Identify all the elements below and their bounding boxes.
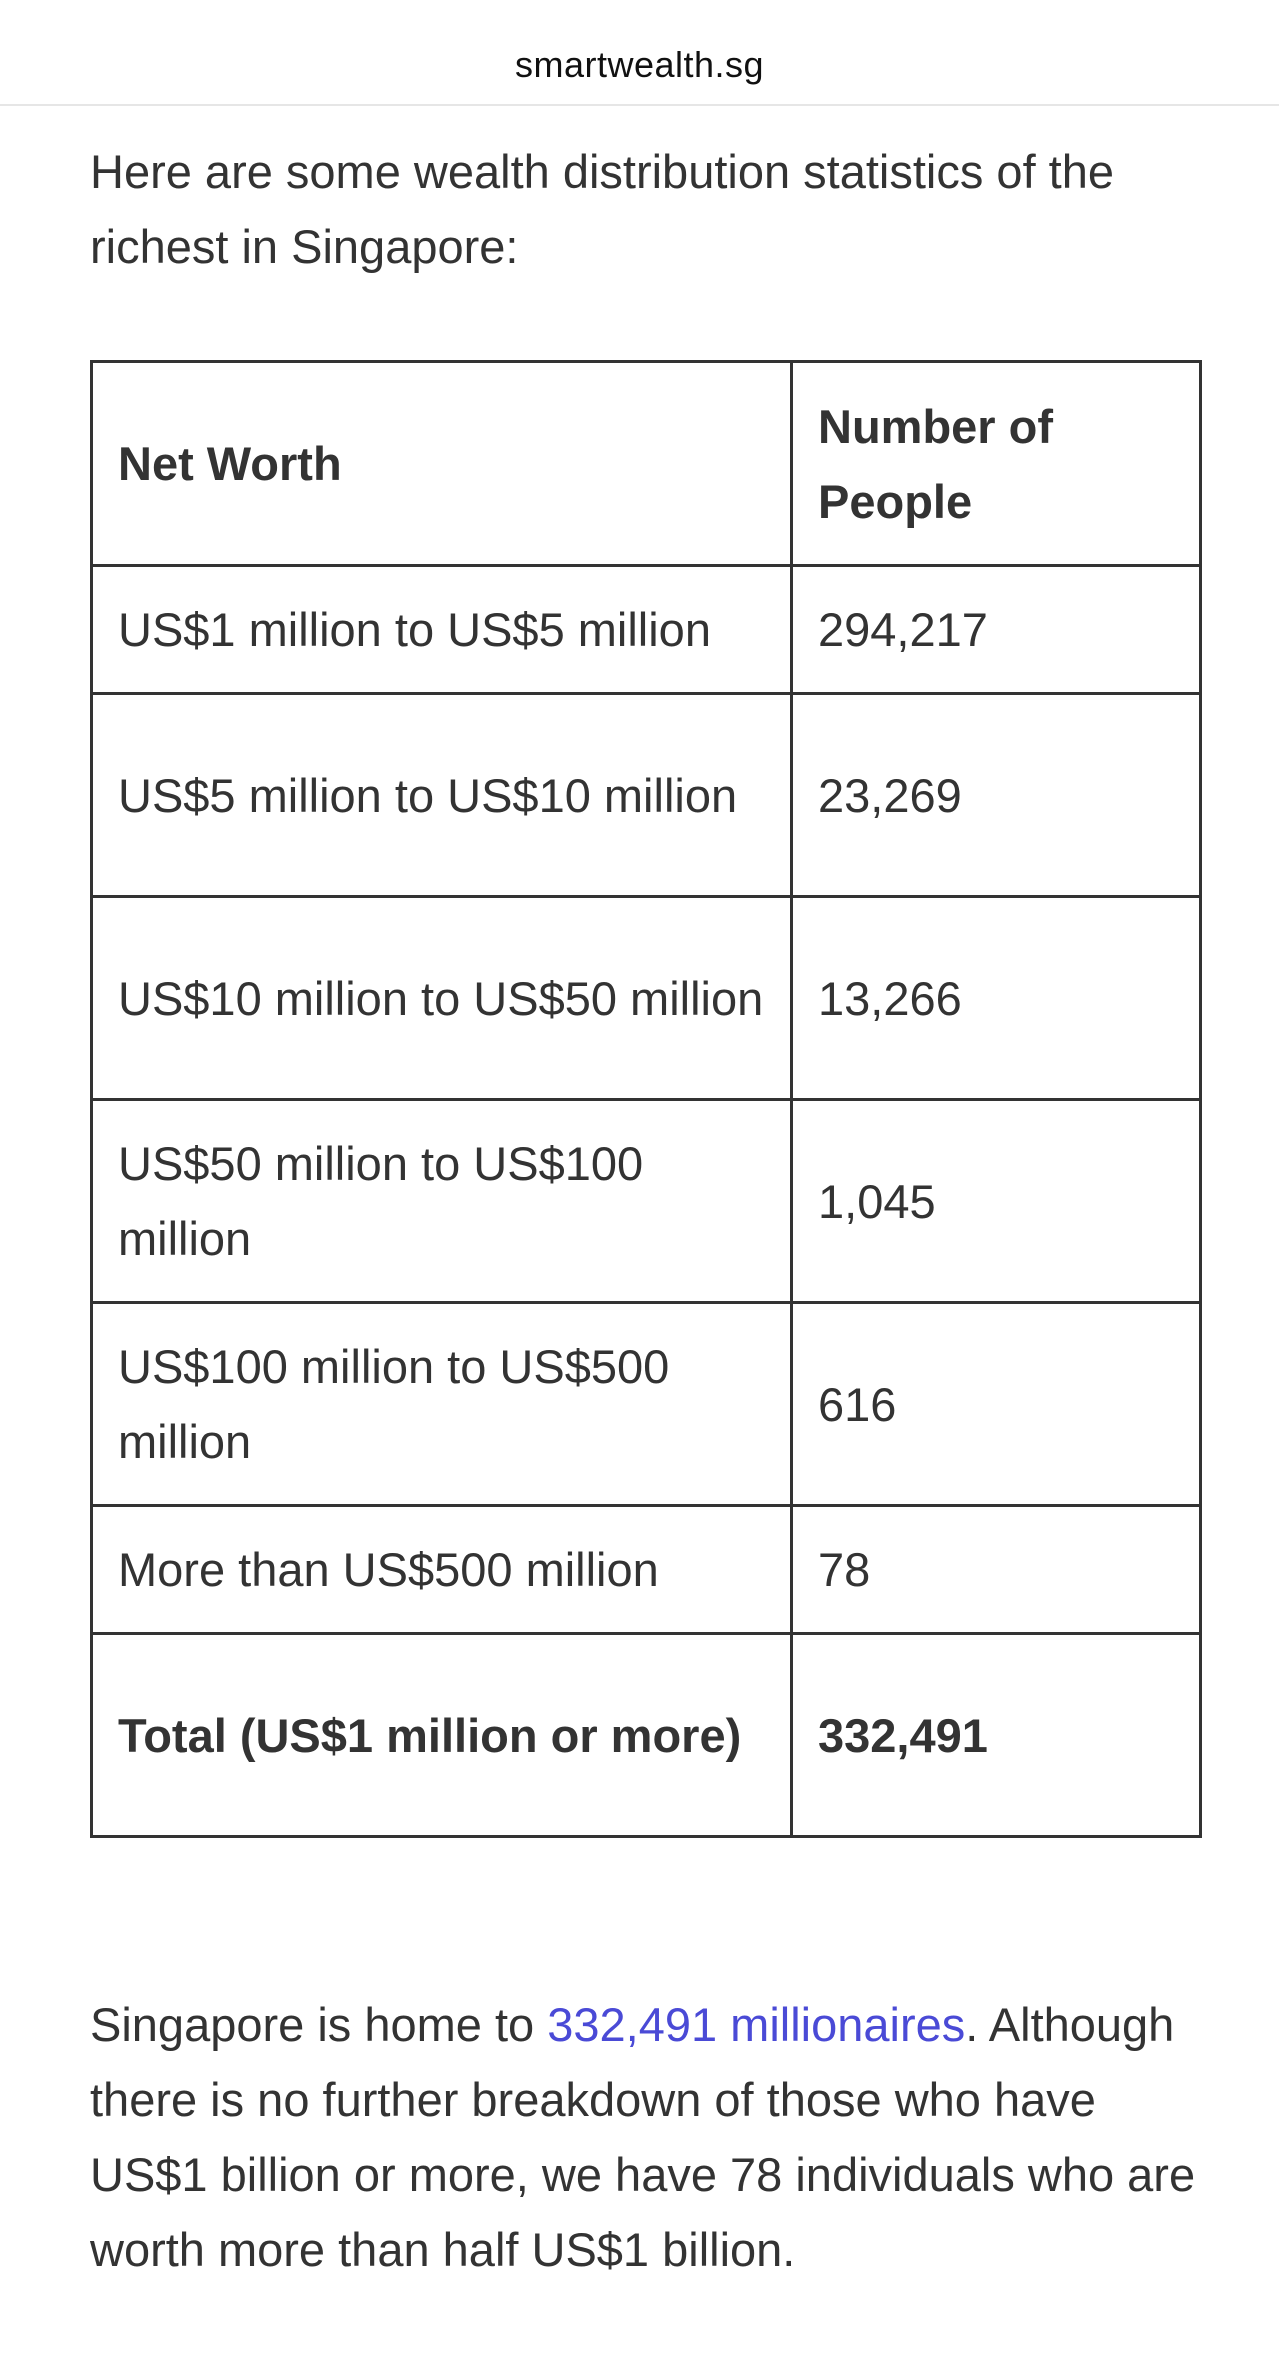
net-worth-cell: US$1 million to US$5 million bbox=[92, 566, 792, 694]
people-cell: 23,269 bbox=[792, 694, 1201, 897]
total-people-cell: 332,491 bbox=[792, 1634, 1201, 1837]
net-worth-cell: US$10 million to US$50 million bbox=[92, 897, 792, 1100]
header-net-worth: Net Worth bbox=[92, 362, 792, 566]
url-text: smartwealth.sg bbox=[514, 44, 765, 85]
wealth-distribution-table bbox=[90, 360, 1202, 1838]
table-row bbox=[92, 1506, 1201, 1634]
header-number-of-people: Number of People bbox=[792, 362, 1201, 566]
intro-paragraph: Here are some wealth distribution statistics of the richest in Singapore: bbox=[90, 145, 1115, 273]
people-cell: 13,266 bbox=[792, 897, 1201, 1100]
address-bar[interactable] bbox=[0, 0, 1279, 106]
table-header-row bbox=[92, 362, 1201, 566]
table-row bbox=[92, 1100, 1201, 1303]
net-worth-cell: US$100 million to US$500 million bbox=[92, 1303, 792, 1506]
people-cell: 78 bbox=[792, 1506, 1201, 1634]
summary-paragraph bbox=[90, 1987, 1200, 2287]
table-row bbox=[92, 566, 1201, 694]
millionaires-link[interactable]: 332,491 millionaires bbox=[547, 1998, 966, 2051]
summary-text-end: . Although there is no further breakdown of those who have US$1 billion or more, we have 78 individuals who are worth more than half US$1 billion. bbox=[90, 1998, 1196, 2276]
net-worth-cell: US$5 million to US$10 million bbox=[92, 694, 792, 897]
table-row bbox=[92, 1303, 1201, 1506]
people-cell: 1,045 bbox=[792, 1100, 1201, 1303]
people-cell: 294,217 bbox=[792, 566, 1201, 694]
table-row bbox=[92, 694, 1201, 897]
table-row bbox=[92, 897, 1201, 1100]
total-net-worth-cell: Total (US$1 million or more) bbox=[92, 1634, 792, 1837]
net-worth-cell: More than US$500 million bbox=[92, 1506, 792, 1634]
table-total-row bbox=[92, 1634, 1201, 1837]
net-worth-cell: US$50 million to US$100 million bbox=[92, 1100, 792, 1303]
people-cell: 616 bbox=[792, 1303, 1201, 1506]
summary-text-start: Singapore is home to bbox=[90, 1998, 548, 2051]
